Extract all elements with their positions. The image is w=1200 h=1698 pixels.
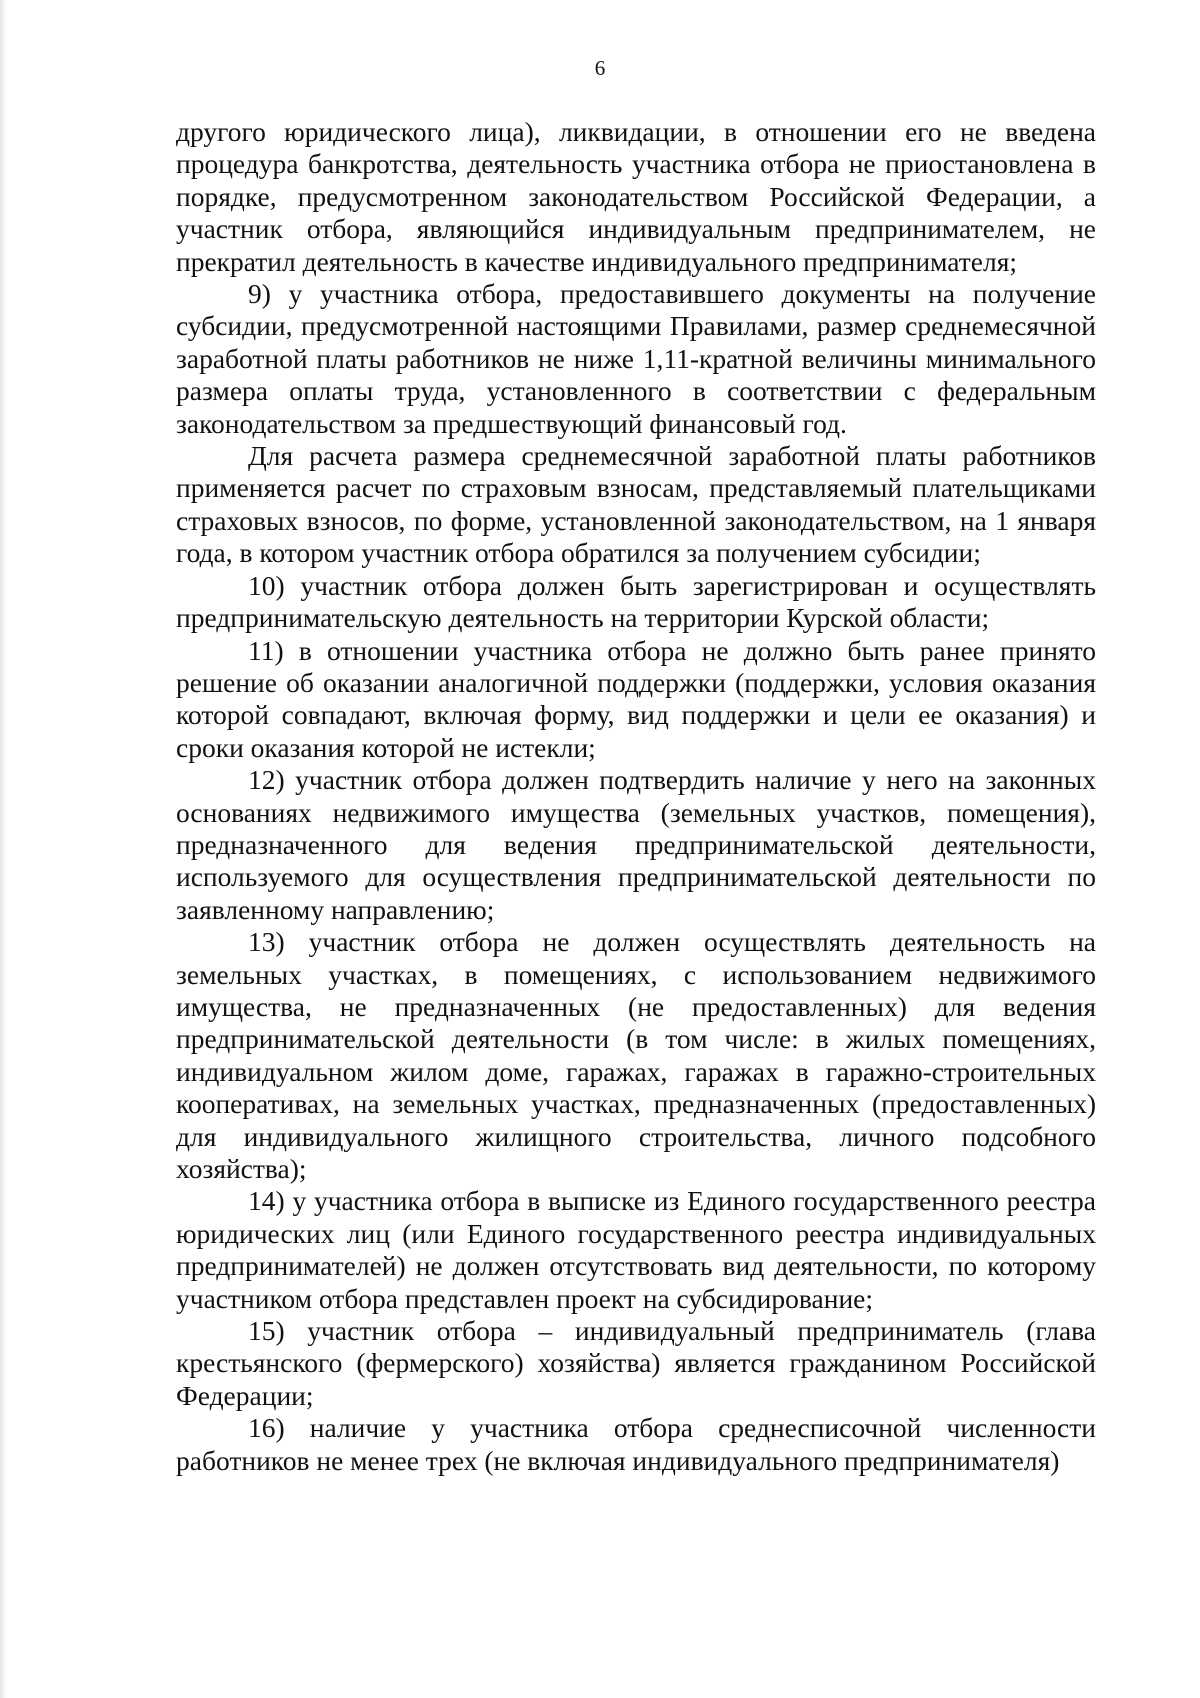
paragraph-item-15: 15) участник отбора – индивидуальный предприниматель (глава крестьянского (фермерского) хозяйства) является гражданином Российской Федерации;: [176, 1315, 1096, 1411]
paragraph-item-12: 12) участник отбора должен подтвердить наличие у него на законных основаниях недвижимого имущества (земельных участков, помещения), предназначенного для ведения предпринимательской деятельности, используемого для осуществления предпринимательской деятельности по заявленному направлению;: [176, 764, 1096, 925]
paragraph-continuation: другого юридического лица), ликвидации, в отношении его не введена процедура банкротства, деятельность участника отбора не приостановлена в порядке, предусмотренном законодательством Российской Федерации, а участник отбора, являющийся индивидуальным предпринимателем, не прекратил деятельность в качестве индивидуального предпринимателя;: [176, 116, 1096, 277]
scan-edge: [0, 0, 6, 1698]
paragraph-item-9: 9) у участника отбора, предоставившего документы на получение субсидии, предусмотренной настоящими Правилами, размер среднемесячной заработной платы работников не ниже 1,11-кратной величины минимального размера оплаты труда, установленного в соответствии с федеральным законодательством за предшествующий финансовый год.: [176, 278, 1096, 439]
paragraph-item-11: 11) в отношении участника отбора не должно быть ранее принято решение об оказании аналогичной поддержки (поддержки, условия оказания которой совпадают, включая форму, вид поддержки и цели ее оказания) и сроки оказания которой не истекли;: [176, 634, 1096, 763]
page-number: 6: [594, 56, 606, 80]
paragraph-item-16: 16) наличие у участника отбора среднесписочной численности работников не менее трех (не включая индивидуального предпринимателя): [176, 1412, 1096, 1476]
paragraph-item-14: 14) у участника отбора в выписке из Единого государственного реестра юридических лиц (или Единого государственного реестра индивидуальных предпринимателей) не должен отсутствовать вид деятельности, по которому участником отбора представлен проект на субсидирование;: [176, 1185, 1096, 1314]
paragraph-item-13: 13) участник отбора не должен осуществлять деятельность на земельных участках, в помещениях, с использованием недвижимого имущества, не предназначенных (не предоставленных) для ведения предпринимательской деятельности (в том числе: в жилых помещениях, индивидуальном жилом доме, гаражах, гаражах в гаражно-строительных кооперативах, на земельных участках, предназначенных (предоставленных) для индивидуального жилищного строительства, личного подсобного хозяйства);: [176, 926, 1096, 1184]
paragraph-item-10: 10) участник отбора должен быть зарегистрирован и осуществлять предпринимательскую деятельность на территории Курской области;: [176, 569, 1096, 634]
paragraph-salary-calculation: Для расчета размера среднемесячной заработной платы работников применяется расчет по страховым взносам, представляемый плательщиками страховых взносов, по форме, установленной законодательством, на 1 января года, в котором участник отбора обратился за получением субсидии;: [176, 440, 1096, 569]
document-body: [176, 116, 1096, 1477]
